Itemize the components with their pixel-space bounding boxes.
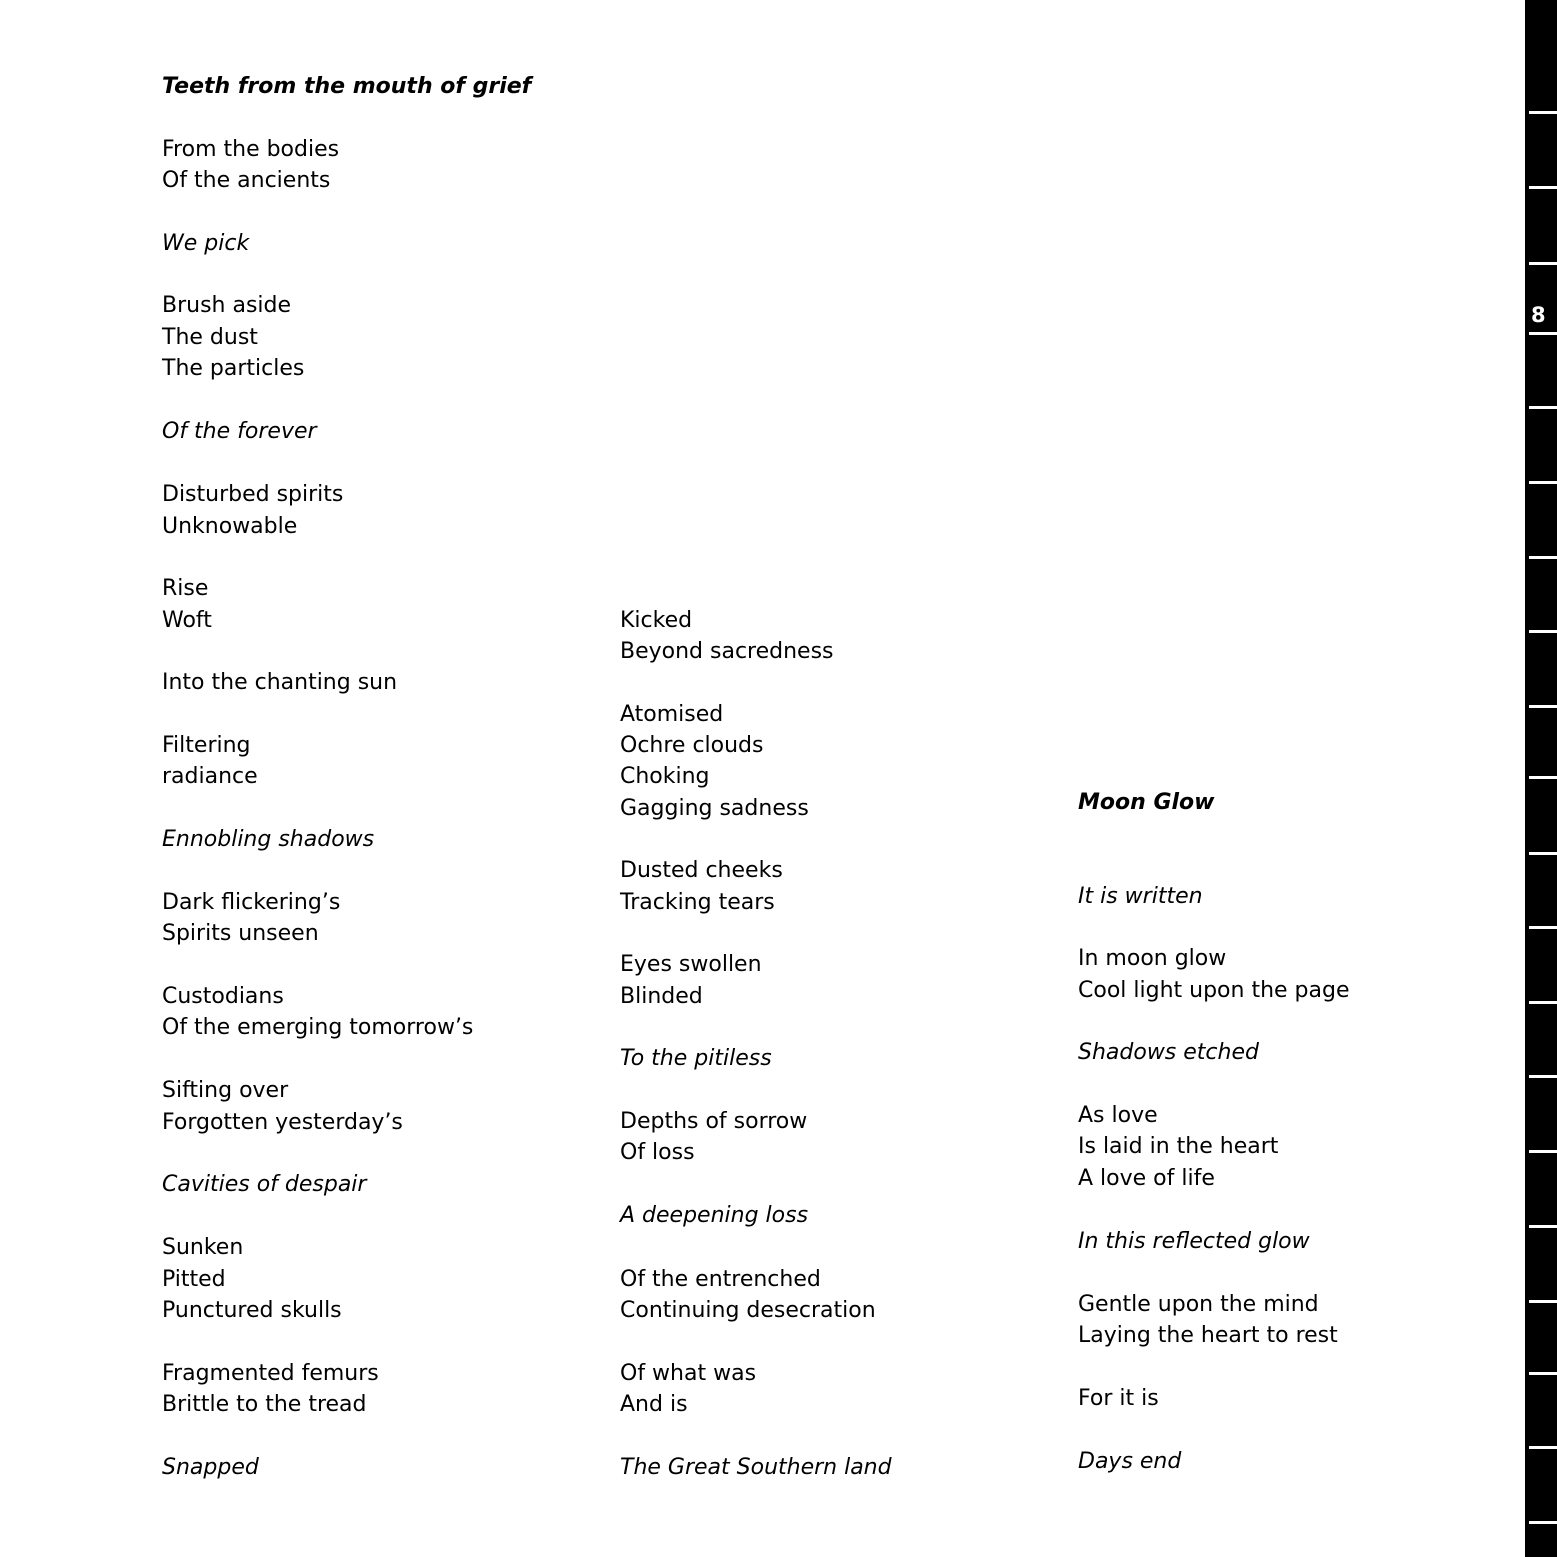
tab-divider: [1529, 1075, 1557, 1078]
poem-line: Atomised: [620, 702, 724, 727]
poem-line: Of the ancients: [162, 168, 331, 193]
tab-divider: [1529, 186, 1557, 189]
poem-line: Cavities of despair: [162, 1172, 367, 1197]
poem-line: Shadows etched: [1078, 1040, 1259, 1065]
page-edge-sidebar: [1525, 0, 1557, 1557]
poem-line: Custodians: [162, 984, 284, 1009]
poem-line: Eyes swollen: [620, 952, 762, 977]
poem-line: Of the emerging tomorrow’s: [162, 1015, 474, 1040]
poem-line: The Great Southern land: [620, 1455, 892, 1480]
poem-line: Dusted cheeks: [620, 858, 783, 883]
poem-line: Cool light upon the page: [1078, 978, 1350, 1003]
poem-line: And is: [620, 1392, 688, 1417]
poem-line: Snapped: [162, 1455, 259, 1480]
poem-line: The dust: [162, 325, 258, 350]
tab-divider: [1529, 1372, 1557, 1375]
tab-divider: [1529, 705, 1557, 708]
page-number: 8: [1531, 303, 1546, 327]
tab-divider: [1529, 556, 1557, 559]
poem-line: Sifting over: [162, 1078, 289, 1103]
tab-divider: [1529, 481, 1557, 484]
poem-line: Ennobling shadows: [162, 827, 375, 852]
poem-line: Brush aside: [162, 293, 292, 318]
tab-divider: [1529, 926, 1557, 929]
poem-line: Is laid in the heart: [1078, 1134, 1279, 1159]
poem-line: Days end: [1078, 1449, 1182, 1474]
poem-line: Disturbed spirits: [162, 482, 344, 507]
poem-line: A deepening loss: [620, 1203, 809, 1228]
tab-divider: [1529, 852, 1557, 855]
poem-title-teeth: Teeth from the mouth of grief: [162, 74, 532, 99]
tab-divider: [1529, 776, 1557, 779]
poem-line: Spirits unseen: [162, 921, 319, 946]
poem-line: Dark flickering’s: [162, 890, 341, 915]
poem-line: Of the forever: [162, 419, 317, 444]
poem-line: Sunken: [162, 1235, 244, 1260]
poem-line: Gagging sadness: [620, 796, 809, 821]
poem-line: From the bodies: [162, 137, 340, 162]
poem-line: Punctured skulls: [162, 1298, 342, 1323]
poem-line: radiance: [162, 764, 258, 789]
tab-divider: [1529, 1300, 1557, 1303]
poem-line: Beyond sacredness: [620, 639, 834, 664]
poem-title-moon-glow: Moon Glow: [1078, 790, 1215, 815]
tab-divider: [1529, 1446, 1557, 1449]
poem-line: Brittle to the tread: [162, 1392, 367, 1417]
poem-line: Continuing desecration: [620, 1298, 876, 1323]
poem-line: Gentle upon the mind: [1078, 1292, 1319, 1317]
tab-divider: [1529, 406, 1557, 409]
poem-line: Pitted: [162, 1267, 226, 1292]
poem-line: To the pitiless: [620, 1046, 772, 1071]
poem-line: Kicked: [620, 608, 693, 633]
poem-line: Tracking tears: [620, 890, 775, 915]
poem-line: We pick: [162, 231, 250, 256]
tab-divider: [1529, 111, 1557, 114]
poem-line: Of the entrenched: [620, 1267, 821, 1292]
poem-line: As love: [1078, 1103, 1158, 1128]
poem-line: In moon glow: [1078, 946, 1227, 971]
poem-line: Of loss: [620, 1140, 695, 1165]
poem-line: Unknowable: [162, 514, 298, 539]
poem-line: Of what was: [620, 1361, 757, 1386]
tab-divider: [1529, 332, 1557, 335]
poem-line: Depths of sorrow: [620, 1109, 808, 1134]
tab-divider: [1529, 630, 1557, 633]
poem-line: It is written: [1078, 884, 1203, 909]
poem-line: Rise: [162, 576, 209, 601]
poem-line: For it is: [1078, 1386, 1159, 1411]
poem-line: Filtering: [162, 733, 251, 758]
poem-line: Laying the heart to rest: [1078, 1323, 1338, 1348]
poem-line: Fragmented femurs: [162, 1361, 379, 1386]
poem-line: The particles: [162, 356, 305, 381]
poem-line: A love of life: [1078, 1166, 1215, 1191]
tab-divider: [1529, 1150, 1557, 1153]
tab-divider: [1529, 262, 1557, 265]
poem-line: Forgotten yesterday’s: [162, 1110, 403, 1135]
poem-line: Blinded: [620, 984, 703, 1009]
poem-line: Into the chanting sun: [162, 670, 398, 695]
tab-divider: [1529, 1521, 1557, 1524]
poem-line: In this reflected glow: [1078, 1229, 1310, 1254]
poem-line: Ochre clouds: [620, 733, 764, 758]
poem-line: Woft: [162, 608, 212, 633]
tab-divider: [1529, 1001, 1557, 1004]
tab-divider: [1529, 1225, 1557, 1228]
poem-line: Choking: [620, 764, 710, 789]
